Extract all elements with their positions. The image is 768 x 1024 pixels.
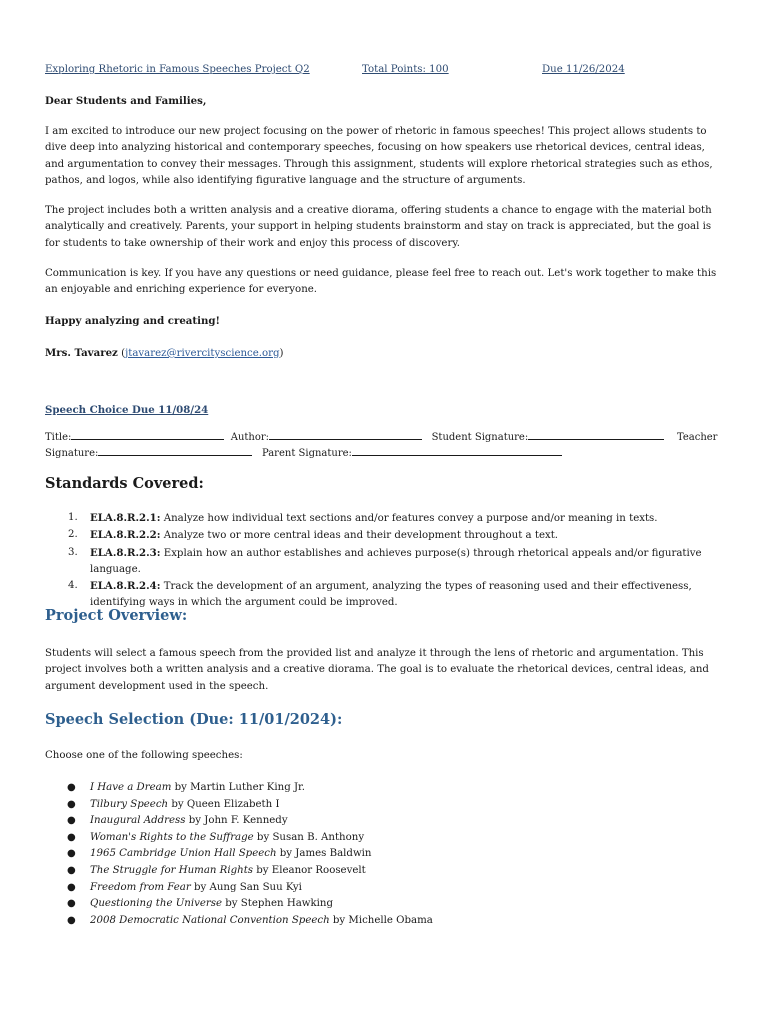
student-signature-blank[interactable] (528, 429, 664, 440)
speech-title: I Have a Dream (90, 782, 172, 793)
signature-fields-row-2 (45, 445, 727, 462)
speech-author: by Michelle Obama (329, 914, 433, 926)
speech-author: by James Baldwin (276, 848, 372, 860)
letter-paragraph-2: The project includes both a written analysis and a creative diorama, offering students a chance to engage with the material both analytically and creatively. Parents, your support in helping students brainstorm and stay on track is appreciated, but the goal is for students to take ownership of their work and enjoy this process of discovery. (45, 205, 712, 249)
speech-title: Inaugural Address (90, 815, 186, 827)
teacher-email-link[interactable]: jtavarez@rivercityscience.org (125, 348, 280, 359)
standard-text: Analyze how individual text sections and/or features convey a purpose and/or meaning in texts. (160, 513, 658, 524)
bullet-icon: ● (67, 898, 76, 910)
bullet-icon: ● (67, 782, 76, 793)
project-title: Exploring Rhetoric in Famous Speeches Project Q2 (45, 64, 310, 75)
speech-selection-heading: Speech Selection (Due: 11/01/2024): (45, 711, 343, 728)
bullet-icon: ● (67, 815, 76, 827)
project-overview-heading: Project Overview: (45, 607, 188, 624)
speech-selection-intro: Choose one of the following speeches: (45, 750, 243, 761)
signature-fields-row-1 (45, 429, 727, 446)
speech-author: by Aung San Suu Kyi (190, 881, 302, 893)
student-signature-label: Student Signature: (431, 432, 529, 443)
standard-text: Track the development of an argument, analyzing the types of reasoning used and their effectiveness, identifying ways in which the argument could be improved. (90, 581, 692, 609)
speech-author: by Stephen Hawking (222, 898, 334, 910)
author-blank[interactable] (269, 429, 422, 440)
standard-item (45, 527, 727, 544)
list-item (45, 846, 727, 863)
list-item (45, 913, 727, 930)
standards-list (45, 510, 727, 612)
speech-title: Questioning the Universe (90, 898, 223, 910)
letter-paragraph-3: Communication is key. If you have any questions or need guidance, please feel free to reach out. Let's work together to make this an enjoyable and enriching experience for everyone. (45, 268, 717, 296)
speech-list (45, 780, 727, 929)
bullet-icon: ● (67, 798, 76, 810)
standard-code: ELA.8.R.2.1: (90, 512, 161, 524)
speech-title: The Struggle for Human Rights (90, 864, 254, 876)
bullet-icon: ● (67, 864, 76, 876)
standard-item (45, 510, 727, 527)
closing-line: Happy analyzing and creating! (45, 315, 220, 327)
bullet-icon: ● (67, 848, 76, 860)
standard-text: Analyze two or more central ideas and their development throughout a text. (160, 530, 559, 542)
title-blank[interactable] (71, 429, 224, 440)
standard-code: ELA.8.R.2.2: (90, 529, 161, 542)
speech-author: by Eleanor Roosevelt (253, 864, 366, 876)
speech-title: 1965 Cambridge Union Hall Speech (90, 848, 277, 860)
speech-title: Tilbury Speech (90, 798, 169, 810)
signature-line: Mrs. Tavarez (jtavarez@rivercityscience.org) (45, 347, 284, 359)
standards-heading: Standards Covered: (45, 475, 204, 492)
list-item (45, 797, 727, 814)
parent-signature-label: Parent Signature: (261, 448, 352, 459)
speech-author: by John F. Kennedy (185, 815, 288, 827)
standard-item (45, 545, 727, 579)
due-date: Due 11/26/2024 (542, 64, 625, 75)
list-item (45, 863, 727, 880)
list-number: 1. (68, 512, 78, 523)
list-item (45, 830, 727, 847)
speech-title: 2008 Democratic National Convention Speech (90, 914, 330, 926)
list-item (45, 896, 727, 913)
total-points: Total Points: 100 (362, 64, 449, 75)
list-number: 4. (68, 580, 78, 592)
bullet-icon: ● (67, 914, 76, 926)
teacher-signature-label: Signature: (45, 448, 99, 459)
bullet-icon: ● (67, 831, 76, 843)
standard-code: ELA.8.R.2.4: (90, 580, 161, 593)
teacher-name: Mrs. Tavarez (45, 347, 118, 359)
parent-signature-blank[interactable] (352, 445, 562, 456)
letter-paragraph-1: I am excited to introduce our new project focusing on the power of rhetoric in famous speeches! This project allows students to dive deep into analyzing historical and contemporary speeches, focusing on how speakers use rhetorical devices, central ideas, and argumentation to convey their messages. Through this assignment, students will explore rhetorical strategies such as ethos, pathos, and logos, while also identifying figurative language and the structure of arguments. (45, 126, 713, 186)
project-overview-text: Students will select a famous speech from the provided list and analyze it through the lens of rhetoric and argumentation. This project involves both a written analysis and a creative diorama. The goal is to evaluate the rhetorical devices, central ideas, and argument development used in the speech. (45, 648, 709, 692)
title-label: Title: (45, 432, 72, 443)
standard-code: ELA.8.R.2.3: (90, 546, 161, 559)
speech-author: by Queen Elizabeth I (168, 798, 280, 810)
speech-title: Freedom from Fear (90, 881, 191, 893)
list-item (45, 813, 727, 830)
greeting: Dear Students and Families, (45, 95, 207, 107)
list-item (45, 780, 727, 797)
teacher-signature-blank[interactable] (98, 445, 252, 456)
list-item (45, 880, 727, 897)
list-number: 2. (68, 529, 78, 541)
author-label: Author: (230, 432, 270, 443)
standard-text: Explain how an author establishes and achieves purpose(s) through rhetorical appeals and/or figurative language. (90, 547, 702, 575)
list-number: 3. (68, 546, 78, 558)
speech-author: by Martin Luther King Jr. (171, 782, 306, 793)
speech-author: by Susan B. Anthony (253, 831, 365, 843)
speech-choice-heading: Speech Choice Due 11/08/24 (45, 404, 209, 416)
teacher-label: Teacher (676, 432, 718, 443)
document-header (45, 62, 727, 78)
speech-title: Woman's Rights to the Suffrage (90, 831, 254, 843)
bullet-icon: ● (67, 881, 76, 893)
